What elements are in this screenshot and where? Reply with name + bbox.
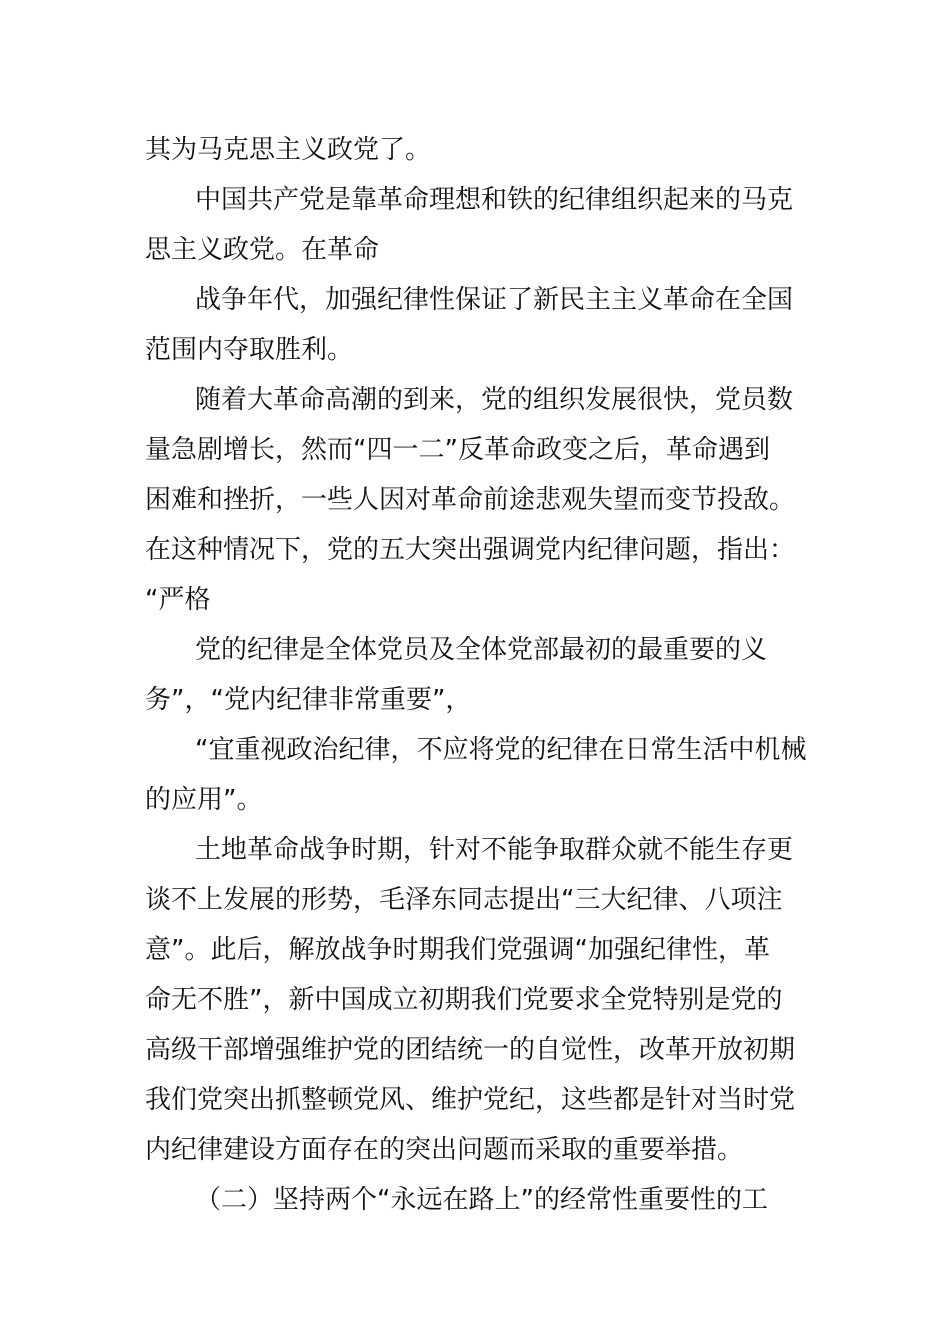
text-line: 其为马克思主义政党了。 — [145, 135, 432, 165]
text-line: 在这种情况下，党的五大突出强调党内纪律问题，指出： — [145, 535, 796, 565]
text-line: 高级干部增强维护党的团结统一的自觉性，改革开放初期 — [145, 1035, 796, 1065]
text-line: 的应用”。 — [145, 785, 263, 815]
text-line: “严格 — [145, 585, 211, 615]
text-line: 意”。此后，解放战争时期我们党强调“加强纪律性，革 — [145, 935, 770, 965]
text-line: 谈不上发展的形势，毛泽东同志提出“三大纪律、八项注 — [145, 885, 783, 915]
section-heading-line: （二）坚持两个“永远在路上”的经常性重要性的工 — [195, 1185, 768, 1215]
text-line: 内纪律建设方面存在的突出问题而采取的重要举措。 — [145, 1135, 744, 1165]
text-line: 随着大革命高潮的到来，党的组织发展很快，党员数 — [195, 385, 794, 415]
text-line: 战争年代，加强纪律性保证了新民主主义革命在全国 — [195, 285, 794, 315]
text-line: 命无不胜”，新中国成立初期我们党要求全党特别是党的 — [145, 985, 783, 1015]
text-line: 务”，“党内纪律非常重要”， — [145, 685, 472, 715]
text-line: 中国共产党是靠革命理想和铁的纪律组织起来的马克 — [195, 185, 794, 215]
text-line: 思主义政党。在革命 — [145, 235, 380, 265]
text-line: 土地革命战争时期，针对不能争取群众就不能生存更 — [195, 835, 794, 865]
text-line: 党的纪律是全体党员及全体党部最初的最重要的义 — [195, 635, 768, 665]
text-line: 我们党突出抓整顿党风、维护党纪，这些都是针对当时党 — [145, 1085, 796, 1115]
text-line: 困难和挫折，一些人因对革命前途悲观失望而变节投敌。 — [145, 485, 796, 515]
text-line: “宜重视政治纪律，不应将党的纪律在日常生活中机械 — [195, 735, 807, 765]
text-line: 范围内夺取胜利。 — [145, 335, 354, 365]
text-line: 量急剧增长，然而“四一二”反革命政变之后，革命遇到 — [145, 435, 770, 465]
